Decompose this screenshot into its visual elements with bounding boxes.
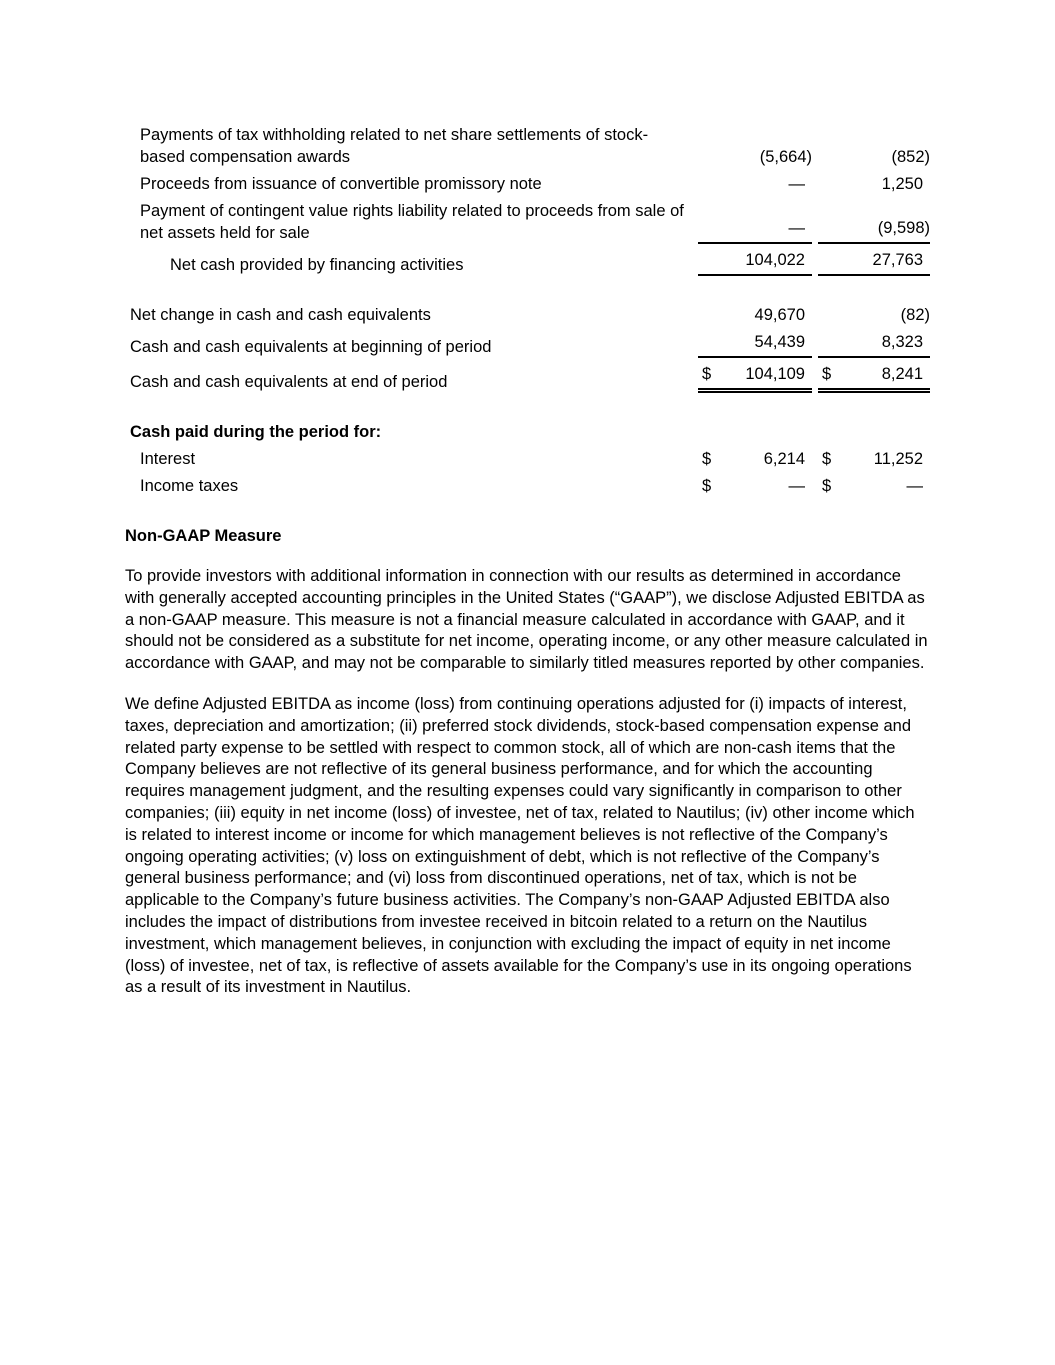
row-value-col2 xyxy=(818,448,930,470)
table-row-net-cash-financing xyxy=(125,249,930,276)
table-row-cash-end xyxy=(125,363,930,393)
table-row-contingent-value-rights xyxy=(125,200,930,244)
row-value-col1 xyxy=(698,331,812,358)
row-value-col1 xyxy=(698,448,812,470)
table-row-cash-beginning xyxy=(125,331,930,358)
row-label: Cash and cash equivalents at beginning of period xyxy=(130,338,492,356)
row-value-col2 xyxy=(818,304,930,326)
section-spacer xyxy=(125,393,930,421)
row-value-col2 xyxy=(818,217,930,244)
row-label: Payments of tax withholding related to net share settlements of stock-based compensation awards xyxy=(140,126,649,166)
amount: (82) xyxy=(900,306,930,324)
row-value-col1 xyxy=(698,146,812,168)
dollar-sign: $ xyxy=(702,477,712,495)
table-row-interest xyxy=(125,448,930,470)
financing-activities-table xyxy=(125,124,930,276)
table-row-net-change-cash xyxy=(125,304,930,326)
amount: 8,241 xyxy=(881,365,923,383)
row-label: Cash and cash equivalents at end of period xyxy=(130,373,448,391)
row-value-col2 xyxy=(818,249,930,276)
row-value-col2 xyxy=(818,475,930,497)
dollar-sign: $ xyxy=(702,365,712,383)
row-label: Proceeds from issuance of convertible promissory note xyxy=(140,175,542,193)
amount: — xyxy=(788,477,805,495)
row-value-col1 xyxy=(698,363,812,393)
row-value-col1 xyxy=(698,249,812,276)
dollar-sign: $ xyxy=(702,450,712,468)
amount: (5,664) xyxy=(759,148,812,166)
cash-paid-heading: Cash paid during the period for: xyxy=(130,423,382,441)
amount: — xyxy=(906,477,923,495)
amount: 8,323 xyxy=(881,333,923,351)
row-value-col1 xyxy=(698,475,812,497)
non-gaap-paragraph-2: We define Adjusted EBITDA as income (loss) from continuing operations adjusted for (i) impacts of interest, taxes, depreciation and amortization; (ii) preferred stock dividends, stock-based compensation expense and related party expense to be settled with respect to common stock, all of which are non-cash items that the Company believes are not reflective of its general business performance, and for which the accounting requires management judgment, and the resulting expenses could vary significantly in comparison to other companies; (iii) equity in net income (loss) of investee, net of tax, related to Nautilus; (iv) other income which is related to interest income or income for which management believes is not reflective of the Company’s ongoing operating activities; (v) loss on extinguishment of debt, which is not reflective of the Company’s general business performance; and (vi) loss from discontinued operations, net of tax, which is not be applicable to the Company’s future business activities. The Company’s non-GAAP Adjusted EBITDA also includes the impact of distributions from investee received in bitcoin related to a return on the Nautilus investment, which management believes, in conjunction with excluding the impact of equity in net income (loss) of investee, net of tax, is reflective of assets available for the Company’s use in its ongoing operations as a result of its investment in Nautilus. xyxy=(125,694,915,997)
table-row-convertible-note xyxy=(125,173,930,195)
non-gaap-heading: Non-GAAP Measure xyxy=(125,527,282,545)
row-value-col2 xyxy=(818,331,930,358)
table-row-income-taxes xyxy=(125,475,930,497)
row-value-col2 xyxy=(818,173,930,195)
row-label: Net cash provided by financing activities xyxy=(170,256,464,274)
amount: 49,670 xyxy=(754,306,805,324)
row-value-col2 xyxy=(818,363,930,393)
non-gaap-paragraph-1: To provide investors with additional information in connection with our results as determined in accordance with generally accepted accounting principles in the United States (“GAAP”), we disclose Adjusted EBITDA as a non-GAAP measure. This measure is not a financial measure calculated in accordance with GAAP, and it should not be considered as a substitute for net income, operating income, or any other measure calculated in accordance with GAAP, and may not be comparable to similarly titled measures reported by other companies. xyxy=(125,567,928,673)
amount: 6,214 xyxy=(763,450,805,468)
amount: 1,250 xyxy=(881,175,923,193)
table-row-payments-tax-withholding xyxy=(125,124,930,168)
cash-paid-table xyxy=(125,421,930,497)
row-value-col1 xyxy=(698,173,812,195)
amount: 11,252 xyxy=(873,450,923,468)
amount: 104,109 xyxy=(745,365,805,383)
row-label: Income taxes xyxy=(140,477,239,495)
row-label: Net change in cash and cash equivalents xyxy=(130,306,431,324)
amount: — xyxy=(788,175,805,193)
row-value-col2 xyxy=(818,146,930,168)
amount: 104,022 xyxy=(745,251,805,269)
cash-summary-table xyxy=(125,304,930,393)
row-value-col1 xyxy=(698,217,812,244)
dollar-sign: $ xyxy=(822,450,832,468)
amount: (9,598) xyxy=(877,219,930,237)
dollar-sign: $ xyxy=(822,365,832,383)
amount: — xyxy=(788,219,805,237)
row-label: Payment of contingent value rights liability related to proceeds from sale of net assets held for sale xyxy=(140,202,684,242)
section-spacer xyxy=(125,276,930,304)
amount: (852) xyxy=(891,148,930,166)
amount: 27,763 xyxy=(872,251,923,269)
row-label: Interest xyxy=(140,450,196,468)
amount: 54,439 xyxy=(754,333,805,351)
dollar-sign: $ xyxy=(822,477,832,495)
row-value-col1 xyxy=(698,304,812,326)
